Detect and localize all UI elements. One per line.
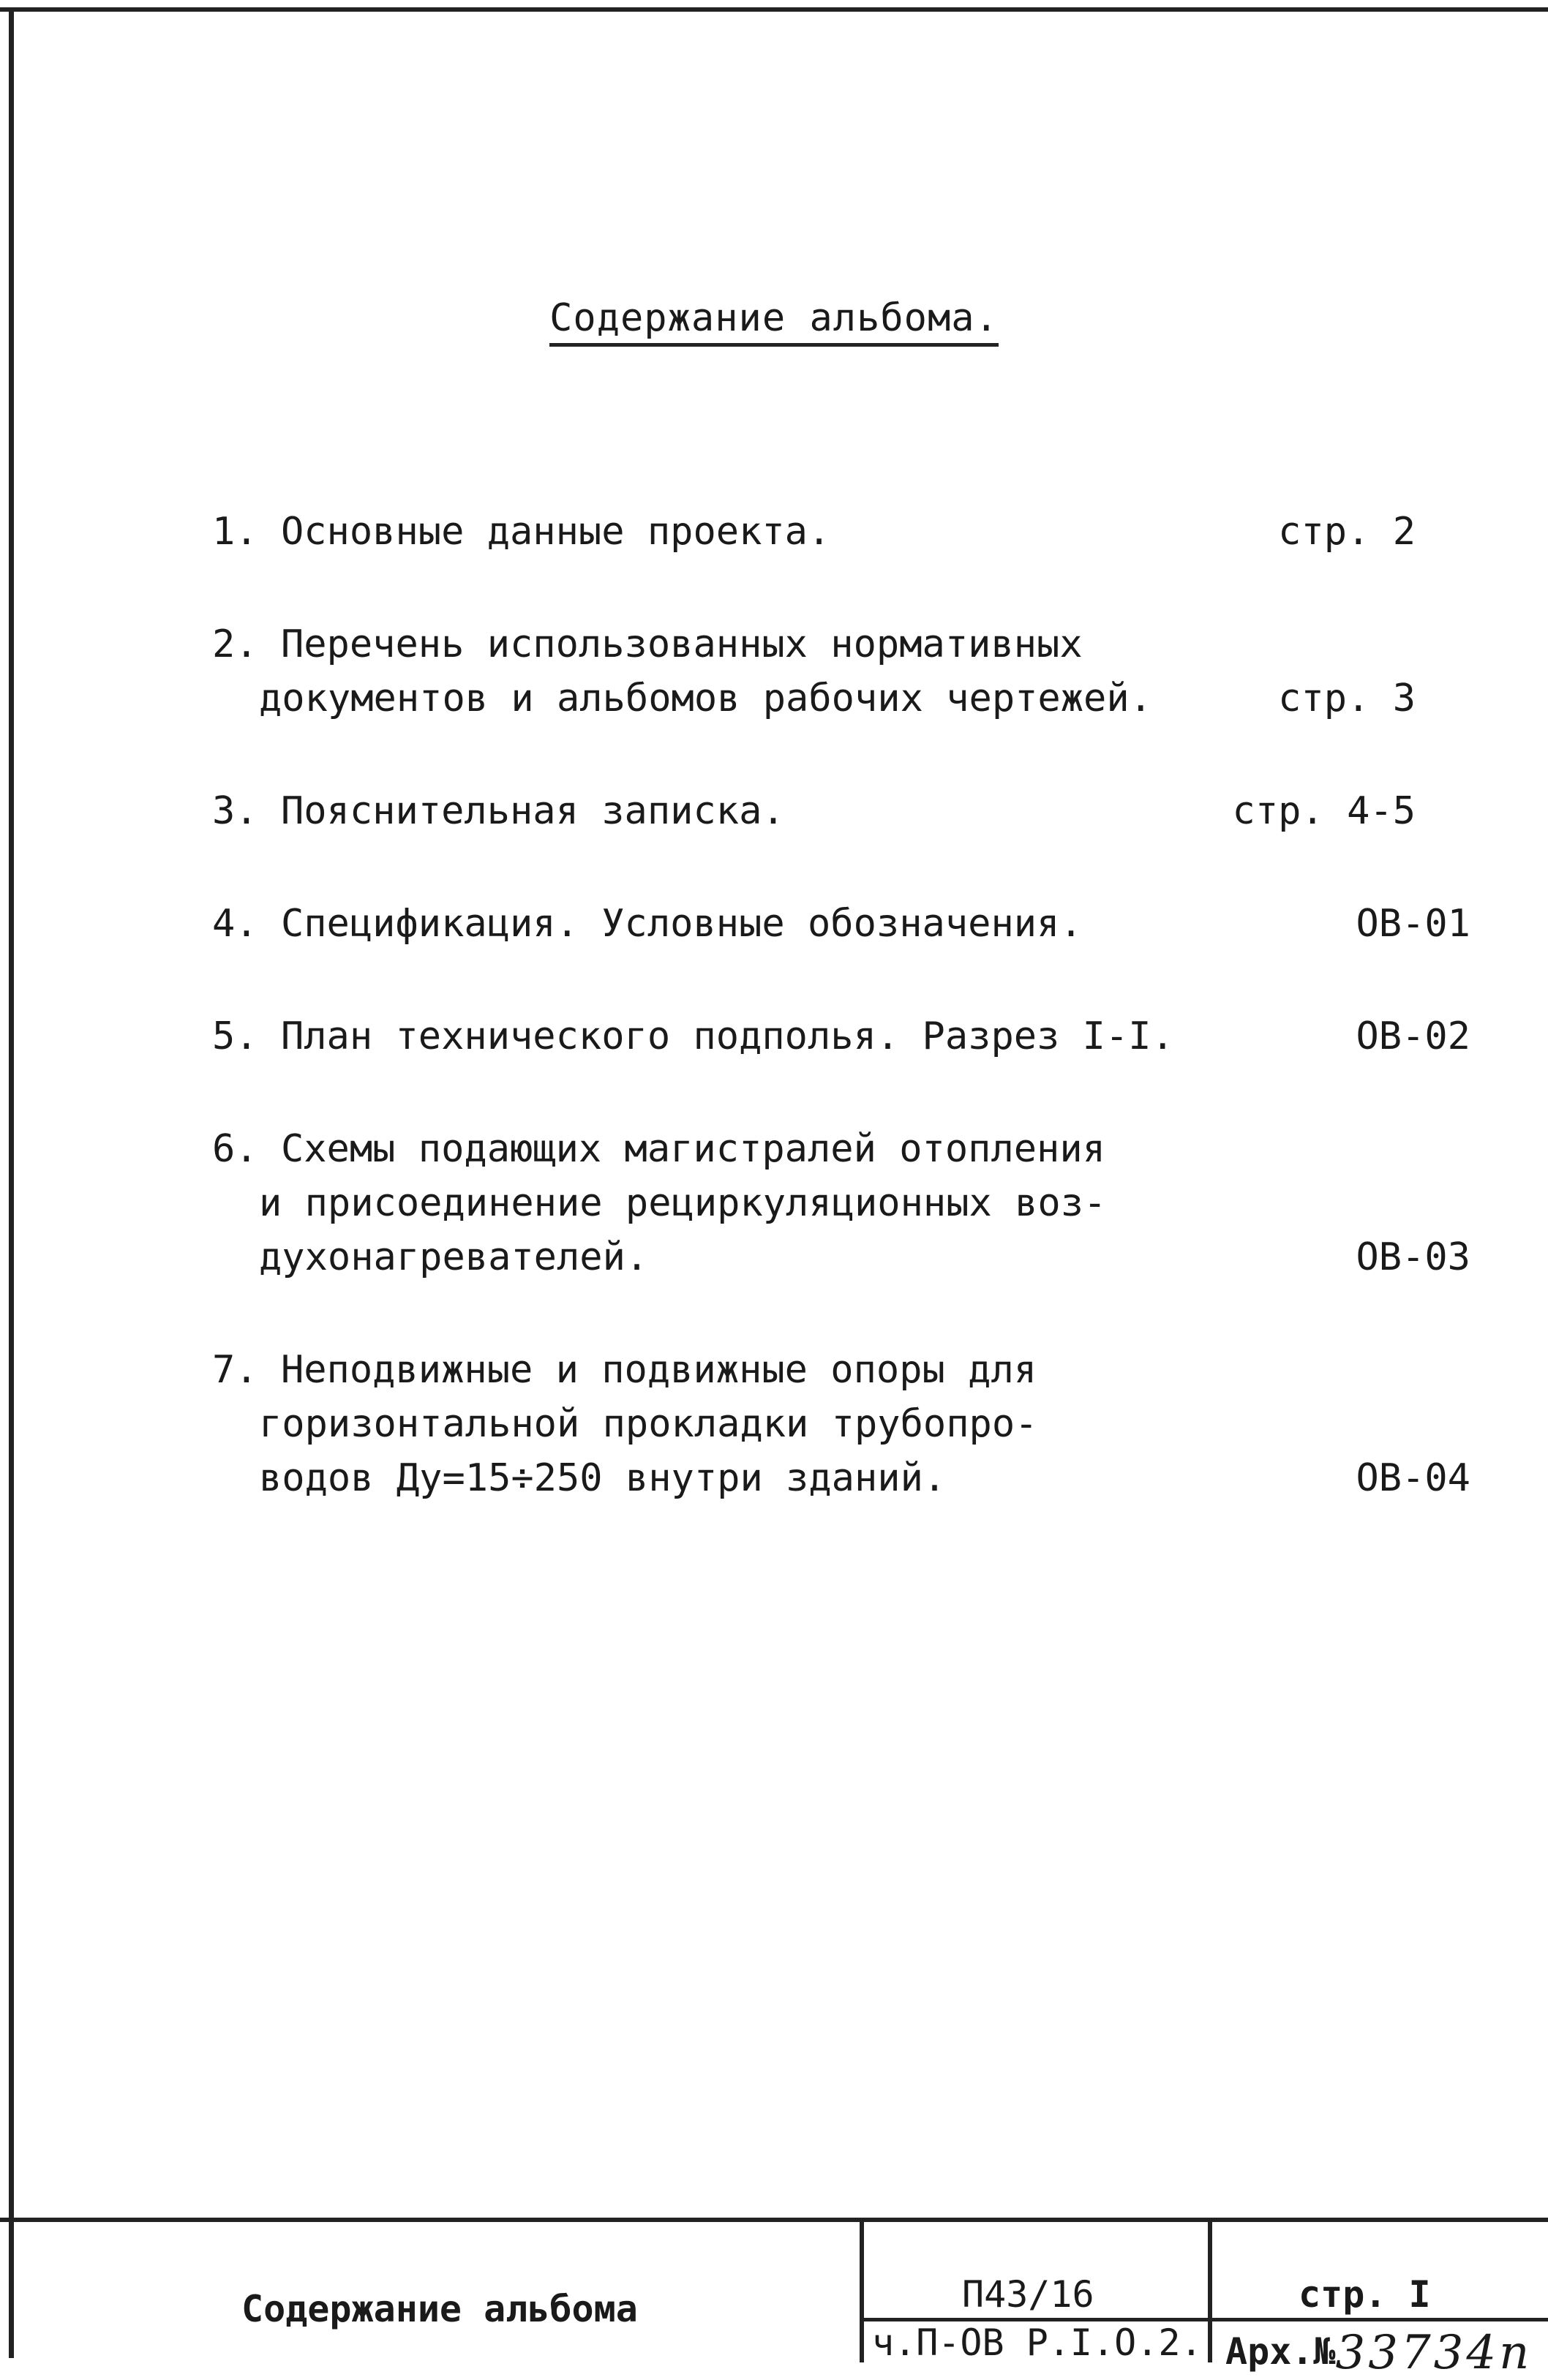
toc-entry-page: стр. 3 [1278,677,1416,720]
frame-top-border [0,7,1548,12]
toc-entry [212,505,1470,559]
toc-entry [212,897,1470,951]
toc-entry [212,1009,1470,1063]
toc-entry-continuation: документов и альбомов рабочих чертежей. [259,677,1152,720]
title-block-code: П43/16 [962,2273,1094,2316]
archive-label: Арх.№ [1225,2330,1336,2373]
toc-entry [212,784,1470,838]
toc-entry-text [212,1122,1470,1176]
toc-entry-text [212,1009,1470,1063]
title-block-name: Содержание альбома [241,2288,638,2330]
toc-entry [212,1343,1470,1505]
toc-entry-label: Перечень использованных нормативных [280,622,1083,666]
toc-entry [212,617,1470,726]
table-of-contents [212,505,1470,1564]
toc-entry-page: стр. 4-5 [1232,789,1416,833]
title-block-divider [1208,2222,1212,2362]
toc-entry-number: 5. [212,1014,258,1058]
toc-entry-text [212,617,1470,671]
toc-entry-number: 4. [212,902,258,946]
toc-entry-label: Схемы подающих магистралей отопления [280,1127,1105,1171]
toc-entry-continuation: духонагревателей. [259,1235,649,1279]
toc-entry-page: ОВ-01 [1356,902,1470,946]
toc-entry-text [212,1343,1470,1397]
toc-entry-number: 1. [212,510,258,554]
toc-entry-page: ОВ-03 [1356,1235,1470,1279]
toc-entry-number: 6. [212,1127,258,1171]
toc-entry [212,1122,1470,1284]
toc-entry-label: Спецификация. Условные обозначения. [280,902,1083,946]
title-block-divider [860,2222,864,2362]
toc-entry-number: 7. [212,1348,258,1392]
toc-entry-continuation: и присоединение рециркуляционных воз- [259,1181,1107,1225]
toc-entry-label: План технического подполья. Разрез I-I. [280,1014,1174,1058]
toc-entry-label: Неподвижные и подвижные опоры для [280,1348,1037,1392]
toc-entry-text [212,897,1470,951]
toc-entry-number: 3. [212,789,258,833]
archive-number: 33734п [1335,2326,1533,2380]
toc-entry-continuation: горизонтальной прокладки трубопро- [259,1402,1038,1446]
frame-left-border [9,7,14,2358]
toc-entry-number: 2. [212,622,258,666]
toc-entry-continuation: водов Ду=15÷250 внутри зданий. [259,1456,947,1500]
toc-entry-page: ОВ-04 [1356,1456,1470,1500]
title-block-archive [1225,2321,1533,2380]
title-block [0,2218,1548,2380]
toc-entry-page: ОВ-02 [1356,1014,1470,1058]
toc-entry-label: Пояснительная записка. [280,789,785,833]
page-title: Содержание альбома. [0,296,1548,340]
toc-entry-page: стр. 2 [1278,510,1416,554]
title-block-part: ч.П-ОВ Р.I.О.2. [872,2321,1203,2364]
toc-entry-label: Основные данные проекта. [280,510,831,554]
title-block-page: стр. I [1299,2273,1431,2316]
